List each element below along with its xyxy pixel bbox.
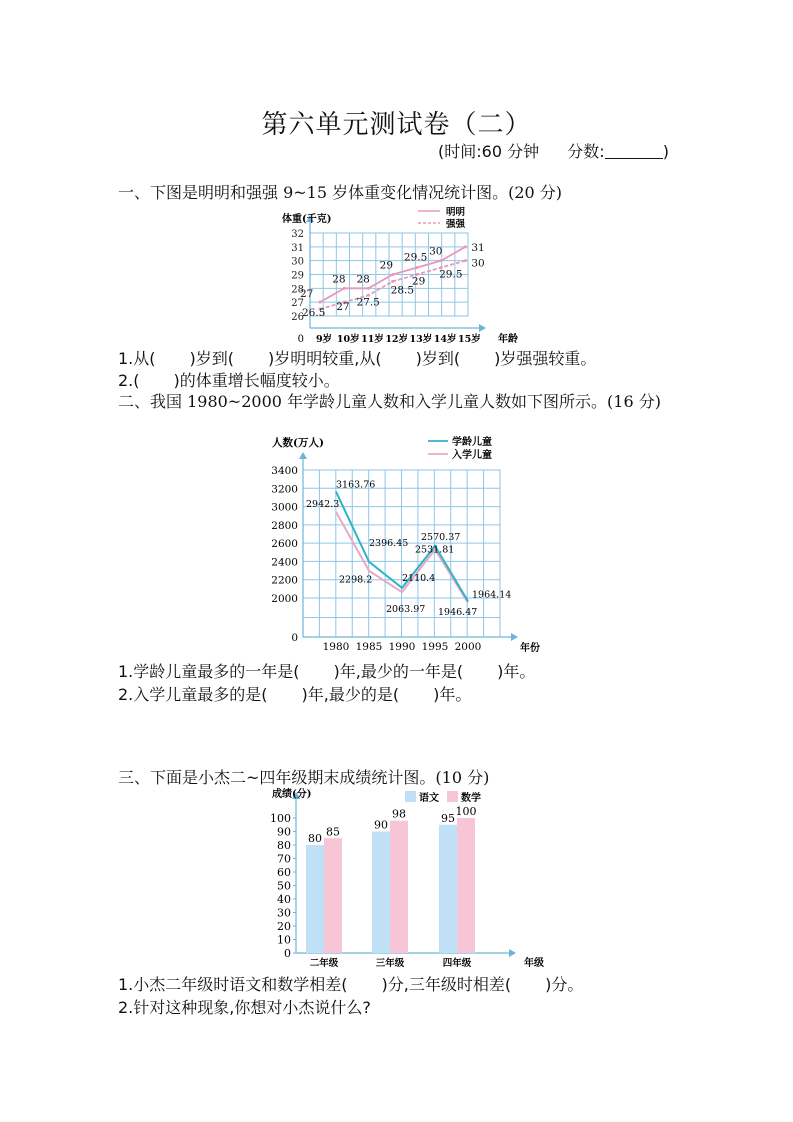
chart1-x-tick: 11岁 bbox=[361, 334, 384, 345]
s2q1-text-a: 1.学龄儿童最多的一年是( bbox=[118, 662, 300, 681]
chart2-ylabel: 人数(万人) bbox=[272, 437, 324, 449]
chart1-point bbox=[319, 301, 322, 304]
chart1-y-tick: 27 bbox=[291, 298, 304, 310]
chart2-data-label: 2110.4 bbox=[402, 572, 436, 584]
s2q2-text-a: 2.入学儿童最多的是( bbox=[118, 685, 268, 704]
chart1-data-label: 29.5 bbox=[439, 268, 463, 281]
s1q2-text-a: 2.( bbox=[118, 371, 140, 390]
chart1-xlabel: 年龄 bbox=[498, 334, 518, 345]
chart3-legend-label: 语文 bbox=[419, 793, 439, 804]
chart3-ylabel: 成绩(分) bbox=[272, 789, 312, 800]
chart1-ylabel: 体重(千克) bbox=[282, 214, 332, 225]
chart3-bar bbox=[324, 838, 342, 953]
chart2-x-tick: 1980 bbox=[322, 641, 350, 653]
chart3-xlabel: 年级 bbox=[524, 958, 544, 969]
section3-q1 bbox=[118, 972, 583, 995]
chart2-y-tick: 3200 bbox=[271, 483, 298, 496]
chart1-data-label: 29 bbox=[411, 275, 426, 288]
chart3-bar-label: 80 bbox=[308, 832, 322, 845]
section2-q2 bbox=[118, 682, 471, 705]
chart1-point bbox=[391, 273, 394, 276]
chart2-data-label: 2531.81 bbox=[415, 544, 455, 556]
chart1-y-tick: 29 bbox=[291, 270, 304, 282]
chart3-legend-swatch bbox=[405, 791, 416, 802]
chart3-y-tick: 80 bbox=[277, 839, 291, 852]
chart3-y-tick: 0 bbox=[284, 947, 291, 960]
chart1-data-label: 31 bbox=[471, 241, 485, 254]
chart1-data-label: 27 bbox=[300, 288, 314, 301]
chart1-y-tick: 26 bbox=[291, 312, 304, 323]
chart1-y-tick: 28 bbox=[291, 284, 304, 296]
s2q1-text-c: )年。 bbox=[497, 662, 536, 681]
chart3-bar-label: 100 bbox=[455, 805, 477, 818]
chart2-y-tick: 2400 bbox=[271, 556, 298, 569]
section2-heading: 二、我国 1980~2000 年学龄儿童人数和入学儿童人数如下图所示。(16 分) bbox=[118, 392, 661, 411]
s1q1-text-e: )岁强强较重。 bbox=[494, 349, 597, 368]
chart1-x-tick: 10岁 bbox=[336, 334, 360, 345]
chart1-data-label: 28 bbox=[332, 273, 346, 286]
section1-heading: 一、下图是明明和强强 9~15 岁体重变化情况统计图。(20 分) bbox=[118, 183, 563, 202]
chart2-y-tick: 3000 bbox=[271, 501, 298, 514]
chart3-x-tick: 四年级 bbox=[442, 958, 472, 969]
section3-heading: 三、下面是小杰二~四年级期末成绩统计图。(10 分) bbox=[118, 768, 490, 787]
chart1-x-tick: 12岁 bbox=[385, 334, 409, 345]
page-title: 第六单元测试卷（二） bbox=[261, 110, 532, 140]
chart2-legend-label: 入学儿童 bbox=[452, 450, 492, 461]
chart2-y-tick: 2800 bbox=[271, 519, 298, 532]
chart3-y-tick: 40 bbox=[277, 893, 291, 906]
chart3-bar bbox=[457, 818, 475, 953]
chart1-origin: 0 bbox=[297, 334, 304, 345]
chart3-bar-label: 85 bbox=[326, 825, 340, 839]
chart1-x-arrow bbox=[479, 324, 486, 332]
chart1-legend-label: 明明 bbox=[446, 207, 466, 218]
chart2-data-label: 2298.2 bbox=[339, 574, 373, 586]
chart1-data-label: 30 bbox=[471, 257, 485, 270]
chart3-bar bbox=[439, 825, 457, 953]
chart1-legend-label: 强强 bbox=[446, 219, 466, 230]
chart1-point bbox=[367, 287, 370, 290]
chart1-data-label: 26.5 bbox=[302, 307, 326, 320]
chart2-y-tick: 2000 bbox=[271, 593, 298, 605]
chart1-data-label: 27 bbox=[336, 301, 350, 314]
s3q1-text-c: )分。 bbox=[545, 975, 584, 994]
chart2-x-tick: 1985 bbox=[355, 641, 383, 653]
chart3-y-tick: 20 bbox=[277, 920, 291, 933]
chart3-y-tick: 90 bbox=[277, 825, 291, 839]
chart2-x-tick: 2000 bbox=[454, 641, 482, 653]
section3-q2: 2.针对这种现象,你想对小杰说什么? bbox=[118, 998, 371, 1017]
chart2-data-label: 2942.3 bbox=[306, 498, 340, 510]
chart3-x-tick: 三年级 bbox=[375, 958, 405, 969]
chart1-data-label: 30 bbox=[429, 245, 443, 258]
s3q1-text-b: )分,三年级时相差( bbox=[381, 975, 512, 994]
chart3-y-tick: 30 bbox=[277, 906, 291, 920]
chart2-x-tick: 1990 bbox=[388, 641, 416, 653]
chart1-point bbox=[391, 280, 394, 283]
chart2-y-tick: 3400 bbox=[271, 465, 298, 477]
chart2-data-label: 1964.14 bbox=[472, 589, 512, 601]
chart1-y-tick: 30 bbox=[291, 256, 304, 268]
score-label: 分数: bbox=[567, 142, 605, 161]
chart1-point bbox=[343, 287, 346, 290]
chart3-x-tick: 二年级 bbox=[309, 958, 339, 969]
chart3-bar bbox=[306, 845, 324, 953]
chart1-point bbox=[464, 259, 467, 262]
chart3-bar-label: 95 bbox=[441, 811, 455, 825]
chart2-y-tick: 2600 bbox=[271, 538, 298, 551]
chart2-xlabel: 年份 bbox=[520, 643, 540, 654]
chart2-y-tick: 2200 bbox=[271, 574, 298, 587]
s1q1-text-d: )岁到( bbox=[415, 349, 461, 368]
chart1-y-tick: 31 bbox=[291, 242, 304, 254]
s2q1-text-b: )年,最少的一年是( bbox=[333, 662, 464, 681]
chart2-x-arrow bbox=[511, 633, 518, 641]
chart2-legend-label: 学龄儿童 bbox=[452, 437, 492, 448]
chart2-origin: 0 bbox=[291, 632, 298, 644]
chart3-y-tick: 100 bbox=[270, 812, 291, 825]
chart1-x-tick: 13岁 bbox=[409, 334, 433, 345]
s1q2-text-b: )的体重增长幅度较小。 bbox=[173, 371, 340, 390]
chart2-data-label: 2063.97 bbox=[386, 604, 426, 616]
chart1-data-label: 28.5 bbox=[390, 284, 415, 297]
chart3-bar bbox=[390, 821, 408, 953]
s3q1-text-a: 1.小杰二年级时语文和数学相差( bbox=[118, 975, 348, 994]
chart1-x-tick: 15岁 bbox=[457, 334, 481, 345]
chart3-y-tick: 60 bbox=[277, 866, 291, 879]
chart1-data-label: 29 bbox=[379, 259, 394, 272]
time-label: (时间:60 分钟 bbox=[438, 142, 540, 161]
chart1-point bbox=[464, 245, 467, 248]
chart3-legend-label: 数学 bbox=[461, 793, 481, 804]
section1-q1 bbox=[118, 346, 596, 369]
chart1-data-label: 29.5 bbox=[403, 251, 428, 264]
chart3-bar-label: 98 bbox=[392, 807, 406, 821]
chart1-y-tick: 32 bbox=[291, 229, 304, 240]
section1-q2 bbox=[118, 368, 340, 391]
chart3-y-tick: 70 bbox=[277, 852, 291, 866]
chart1-data-label: 28 bbox=[356, 273, 370, 286]
s1q1-text-c: )岁明明较重,从( bbox=[268, 349, 382, 368]
chart2-data-label: 1946.47 bbox=[438, 606, 478, 618]
s1q1-text-a: 1.从( bbox=[118, 349, 156, 368]
chart1-x-tick: 9岁 bbox=[315, 334, 333, 345]
chart2-data-label: 2396.45 bbox=[369, 537, 409, 549]
chart2-data-label: 2570.37 bbox=[421, 531, 461, 543]
chart1-point bbox=[440, 259, 443, 262]
chart3-y-tick: 10 bbox=[277, 933, 291, 947]
close-paren: ) bbox=[662, 142, 669, 161]
s1q1-text-b: )岁到( bbox=[189, 349, 235, 368]
chart2-x-tick: 1995 bbox=[421, 641, 449, 653]
chart3-legend-swatch bbox=[447, 791, 458, 802]
chart3-bar-label: 90 bbox=[374, 818, 388, 832]
chart1-point bbox=[415, 266, 418, 269]
chart2-y-arrow bbox=[299, 452, 307, 459]
chart3-y-tick: 50 bbox=[277, 879, 291, 893]
s2q2-text-c: )年。 bbox=[433, 685, 472, 704]
chart3-x-arrow bbox=[509, 949, 516, 957]
chart1-data-label: 27.5 bbox=[356, 296, 380, 309]
s2q2-text-b: )年,最少的是( bbox=[301, 685, 400, 704]
chart2-data-label: 3163.76 bbox=[336, 479, 376, 491]
section2-q1 bbox=[118, 659, 535, 682]
chart3-bar bbox=[372, 832, 390, 954]
chart1-x-tick: 14岁 bbox=[433, 334, 457, 345]
